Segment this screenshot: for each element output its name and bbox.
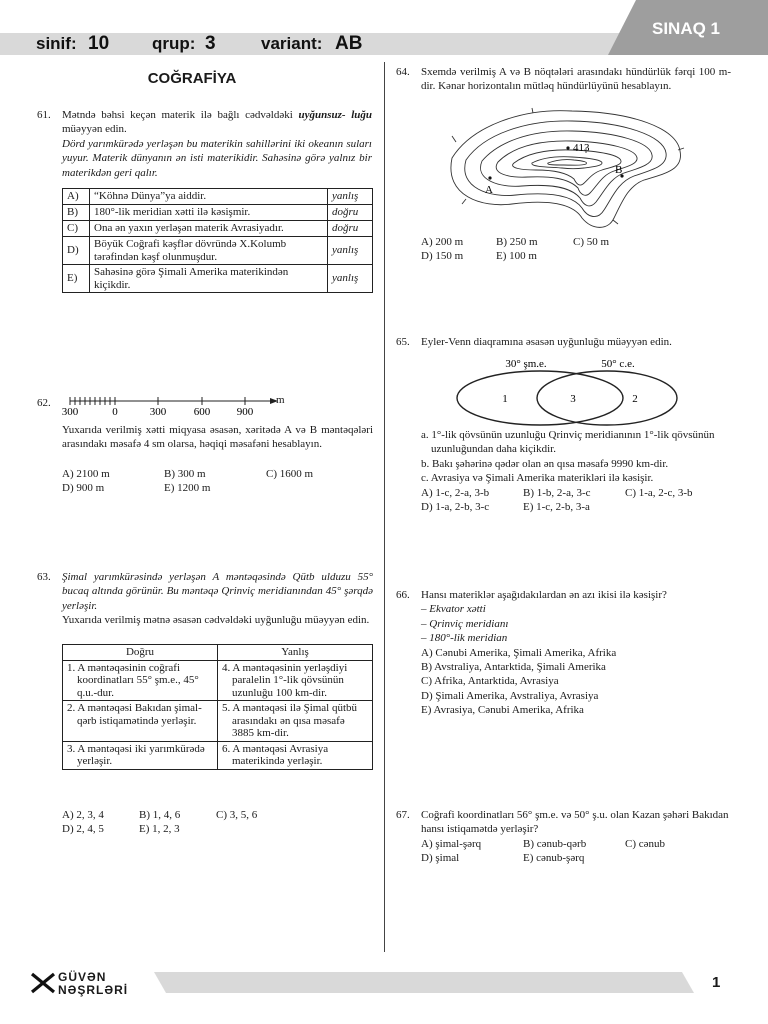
table-row [63,741,373,769]
question-63-options [62,808,373,837]
row-key: A) [63,189,90,205]
option-b[interactable]: B) 250 m [496,236,538,248]
variant-label: variant: [261,34,323,53]
scale-label: 600 [193,406,211,418]
question-65-items [421,428,732,486]
row-statement: “Köhnə Dünya”ya aiddir. [90,189,328,205]
statement-c: c. Avrasiya və Şimali Amerika materikləri ilə kəsişir. [421,472,654,485]
question-62-number: 62. [37,397,51,409]
question-64-text: Sxemdə verilmiş A və B nöqtələri arasındakı hündürlük fərqi 100 m-dir. Kənar horizontalın mütləq hündürlüyünü hesablayın. [421,66,731,93]
option-c[interactable]: C) 1600 m [266,468,314,480]
publisher-logo: GÜVƏN NƏŞRLƏRİ [58,970,129,997]
question-65-number: 65. [396,336,410,348]
condition-line: – 180°-lik meridian [421,632,508,645]
option-e[interactable]: E) 1, 2, 3 [139,823,180,836]
table-row [63,221,373,237]
option-e[interactable]: E) cənub-şərq [523,852,585,865]
column-header-true: Doğru [63,645,218,661]
option-b[interactable]: B) 1, 4, 6 [139,809,181,821]
row-key: C) [63,221,90,237]
contour-map [432,106,702,234]
option-a[interactable]: A) 2100 m [62,468,110,480]
question-65-options [421,486,732,515]
statement-b: b. Bakı şəhərinə qədər olan ən qısa məsafə 9990 km-dir. [421,457,669,470]
publisher-logo-icon [30,972,56,994]
set-left-label: 30° şm.e. [505,358,547,370]
peak-point [566,146,569,149]
contour-line [548,160,587,166]
false-statement: 5. A məntəqəsi ilə Şimal qütbü arasındakı ən qısa məsafə 3885 km-dir. [218,701,373,742]
row-value: doğru [328,205,373,221]
question-61-passage: Dörd yarımkürədə yerləşən bu materikin sahillərini iki okeanın suları yuyur. Materik dünyanın ən isti materikidir. Sahəsinə görə yalnız bir materikdən geri qalır. [62,137,372,179]
set-left-ellipse [457,371,623,425]
footer-bar [154,972,694,993]
statement-a: a. 1°-lik qövsünün uzunluğu Qrinviç meridianının 1°-lik qövsünün uzunluğundan daha kiçikdir. [421,429,715,456]
row-value: yanlış [328,237,373,265]
option-a[interactable]: A) şimal-şərq [421,838,482,850]
option-d[interactable]: D) 150 m [421,250,464,263]
venn-diagram [450,354,720,430]
option-b[interactable]: B) 300 m [164,468,206,480]
option-d[interactable]: D) şimal [421,852,460,865]
option-e[interactable]: E) 1200 m [164,482,211,495]
row-value: yanlış [328,189,373,205]
variant-value: AB [335,33,363,54]
table-row [63,189,373,205]
option-d[interactable]: D) 2, 4, 5 [62,823,104,836]
option-e[interactable]: E) 100 m [496,250,537,263]
column-header-false: Yanlış [218,645,373,661]
question-61-table [62,188,373,293]
question-61-number: 61. [37,109,51,121]
set-right-label: 50° c.e. [601,358,635,370]
question-67-options [421,837,732,866]
question-65-text: Eyler-Venn diaqramına əsasən uyğunluğu müəyyən edin. [421,336,672,348]
condition-line: – Qrinviç meridianı [421,617,509,630]
contour-line [451,111,681,228]
scale-label: 900 [236,406,254,418]
question-63 [62,570,373,628]
question-66-text: Hansı materiklər aşağıdakılardan ən azı ikisi ilə kəsişir? [421,589,667,601]
zone-1-label: 1 [502,393,508,405]
point-b-label: B [615,164,623,176]
option-a[interactable]: A) 1-c, 2-a, 3-b [421,487,490,499]
question-67-number: 67. [396,809,410,821]
linear-scale [58,392,298,418]
table-row [63,237,373,265]
exam-title: SINAQ 1 [652,19,721,38]
question-61: Mətndə bəhsi keçən materik ilə bağlı cədvəldəki uyğunsuz- luğu müəyyən edin. Dörd yarımkürədə yerləşən bu materikin sahillərini iki okeanın suları yuyur. Materik dünyanın ən isti materikidir. Sahəsinə görə yalnız bir materikdən geri qalır. [62,109,372,179]
question-62-options [62,467,373,496]
false-statement: 6. A məntəqəsi Avrasiya materikində yerləşir. [218,741,373,769]
option-b[interactable]: B) Avstraliya, Antarktida, Şimali Amerika [421,661,606,674]
option-a[interactable]: A) 2, 3, 4 [62,809,104,821]
option-e[interactable]: E) Avrasiya, Cənubi Amerika, Afrika [421,704,584,717]
row-key: B) [63,205,90,221]
row-key: E) [63,265,90,293]
table-row [63,701,373,742]
page-number: 1 [712,974,721,991]
row-statement: 180°-lik meridian xətti ilə kəsişmir. [90,205,328,221]
question-63-text: Yuxarıda verilmiş mətnə əsasən cədvəldəki uyğunluğu müəyyən edin. [62,614,370,627]
option-c[interactable]: C) Afrika, Antarktida, Avrasiya [421,675,559,688]
option-a[interactable]: A) Cənubi Amerika, Şimali Amerika, Afrika [421,646,617,659]
question-67-text: Coğrafi koordinatları 56° şm.e. və 50° ş.u. olan Kazan şəhəri Bakıdan hansı istiqamətdə yerləşir? [421,809,729,836]
question-66 [421,588,732,718]
scale-label: 0 [112,406,118,418]
scale-label: 300 [61,406,79,418]
false-statement: 4. A məntəqəsinin yerləşdiyi paralelin 1°-lik qövsünün uzunluğu 100 km-dir. [218,660,373,701]
option-c[interactable]: C) 50 m [573,236,610,248]
option-a[interactable]: A) 200 m [421,236,464,248]
row-value: yanlış [328,265,373,293]
zone-2-label: 2 [632,393,638,405]
question-64-number: 64. [396,66,410,78]
condition-line: – Ekvator xətti [421,603,486,616]
question-64-options [421,235,732,264]
option-b[interactable]: B) cənub-qərb [523,838,587,850]
peak-label: 413 [573,142,590,154]
option-b[interactable]: B) 1-b, 2-a, 3-c [523,487,591,499]
question-63-passage: Şimal yarımkürəsində yerləşən A məntəqəsində Qütb ulduzu 55° bucaq altında görünür. Bu məntəqə Qrinviç meridianından 45° şərqdə yerləşir. [62,571,373,612]
contour-line [532,157,602,169]
true-statement: 1. A məntəqəsinin coğrafi koordinatları 55° şm.e., 45° q.u.-dur. [63,660,218,701]
option-d[interactable]: D) 1-a, 2-b, 3-c [421,501,490,514]
option-e[interactable]: E) 1-c, 2-b, 3-a [523,501,590,514]
table-row [63,265,373,293]
question-62-text: Yuxarıda verilmiş xətti miqyasa əsasən, xəritədə A və B məntəqələri arasındakı məsafə 4 sm olarsa, həqiqi məsafəni hesablayın. [62,424,373,451]
column-divider [384,62,385,952]
option-c[interactable]: C) 3, 5, 6 [216,809,258,821]
set-right-ellipse [537,371,677,425]
option-d[interactable]: D) Şimali Amerika, Avstraliya, Avrasiya [421,689,599,702]
scale-unit: m [276,394,285,406]
option-c[interactable]: C) 1-a, 2-c, 3-b [625,487,693,499]
row-statement: Sahəsinə görə Şimali Amerika materikindən kiçikdir. [90,265,328,293]
row-value: doğru [328,221,373,237]
option-d[interactable]: D) 900 m [62,482,105,495]
row-statement: Böyük Coğrafi kəşflər dövründə X.Kolumb tərəfindən kəşf olunmuşdur. [90,237,328,265]
table-row [63,205,373,221]
scale-label: 300 [149,406,167,418]
sinif-label: sinif: [36,34,77,53]
true-statement: 3. A məntəqəsi iki yarımkürədə yerləşir. [63,741,218,769]
contour-line [513,150,621,185]
row-statement: Ona ən yaxın yerləşən materik Avrasiyadır. [90,221,328,237]
qrup-value: 3 [205,33,216,54]
option-c[interactable]: C) cənub [625,838,666,850]
subject-title: COĞRAFİYA [147,70,237,87]
row-key: D) [63,237,90,265]
table-row [63,660,373,701]
qrup-label: qrup: [152,34,196,53]
point-a-marker [488,176,491,179]
zone-3-label: 3 [570,393,576,405]
point-a-label: A [485,184,493,196]
true-statement: 2. A məntəqəsi Bakıdan şimal-qərb istiqamətində yerləşir. [63,701,218,742]
question-63-table [62,644,373,770]
sinif-value: 10 [88,33,110,54]
question-63-number: 63. [37,571,51,583]
question-66-number: 66. [396,589,410,601]
